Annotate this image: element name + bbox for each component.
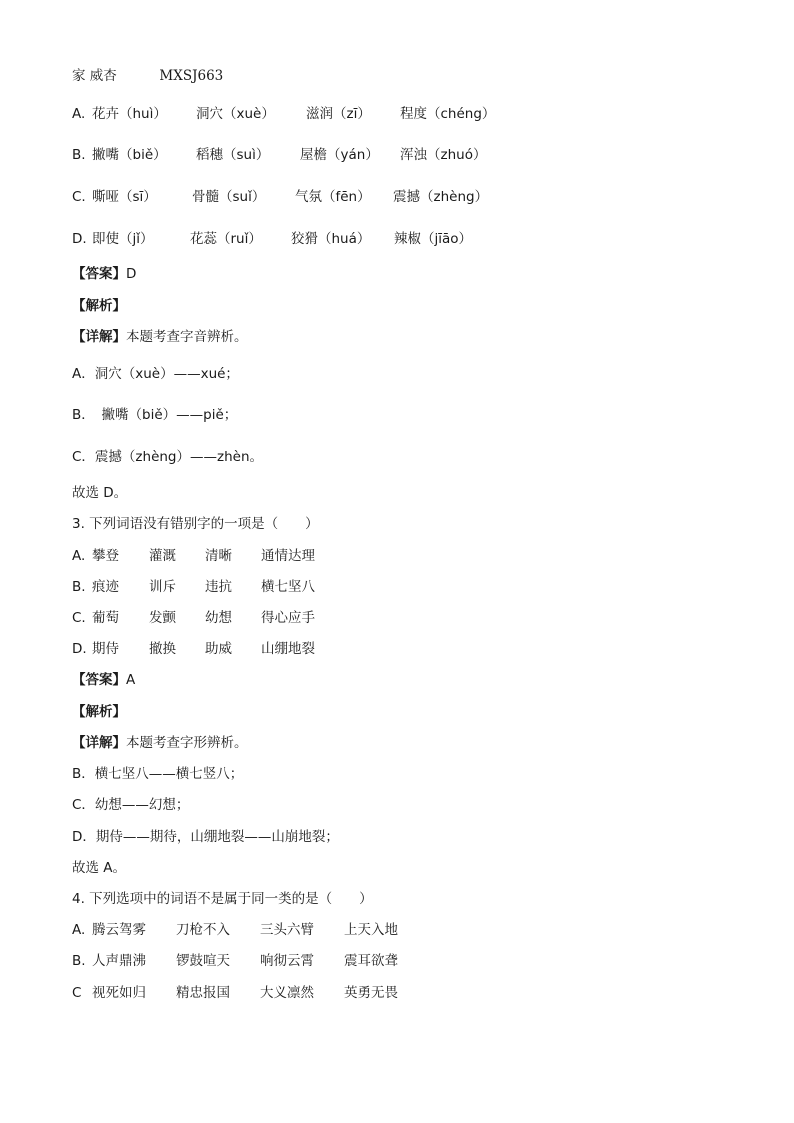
option-item: 发颤	[149, 610, 176, 626]
option-item: 通情达理	[261, 548, 315, 564]
analysis-tag: 【解析】	[72, 298, 126, 314]
option-item: 上天入地	[344, 922, 398, 938]
q3-option-d	[72, 640, 315, 658]
q2-answer	[72, 265, 136, 283]
option-item: 三头六臂	[260, 922, 314, 938]
option-item: 撤换	[149, 641, 176, 657]
option-item: 撇嘴（biě）	[92, 147, 167, 163]
option-item: 训斥	[149, 579, 176, 595]
q2-option-d	[72, 230, 472, 248]
option-label: A.	[72, 922, 86, 938]
q4-option-a	[72, 921, 398, 939]
option-item: 嘶哑（sī）	[92, 189, 157, 205]
option-label: B.	[72, 147, 86, 163]
option-item: 视死如归	[92, 985, 146, 1001]
option-label: D.	[72, 231, 87, 247]
header-left: 家 威杏	[72, 68, 117, 84]
q4-question: 4. 下列选项中的词语不是属于同一类的是（ ）	[72, 891, 373, 907]
option-label: C.	[72, 610, 86, 626]
option-item: 刀枪不入	[176, 922, 230, 938]
q2-option-a	[72, 105, 495, 123]
q2-note-a: A．洞穴（xuè）——xué；	[72, 366, 239, 382]
option-item: 清晰	[205, 548, 232, 564]
q2-analysis-tag	[72, 297, 126, 315]
q2-note-c: C．震撼（zhèng）——zhèn。	[72, 449, 264, 465]
option-item: 骨髓（suǐ）	[192, 189, 266, 205]
option-item: 助威	[205, 641, 232, 657]
option-item: 狡猾（huá）	[291, 231, 371, 247]
option-label: B.	[72, 953, 86, 969]
option-item: 程度（chéng）	[400, 106, 496, 122]
option-label: C.	[72, 189, 86, 205]
q3-question: 3. 下列词语没有错别字的一项是（ ）	[72, 516, 319, 532]
option-item: 精忠报国	[176, 985, 230, 1001]
q3-detail	[72, 734, 248, 752]
answer-tag: 【答案】	[72, 266, 126, 282]
q3-option-b	[72, 578, 315, 596]
option-item: 洞穴（xuè）	[196, 106, 275, 122]
answer-value: A	[126, 672, 136, 688]
option-label: A.	[72, 548, 86, 564]
q3-option-c	[72, 609, 315, 627]
q3-note-d: D．期侍——期待，山绷地裂——山崩地裂；	[72, 829, 339, 845]
option-item: 屋檐（yán）	[300, 147, 379, 163]
option-item: 横七坚八	[261, 579, 315, 595]
option-item: 即使（jǐ）	[92, 231, 154, 247]
analysis-tag: 【解析】	[72, 704, 126, 720]
option-item: 花蕊（ruǐ）	[190, 231, 262, 247]
option-item: 违抗	[205, 579, 232, 595]
q2-option-b	[72, 146, 486, 164]
option-item: 辣椒（jīāo）	[394, 231, 473, 247]
answer-value: D	[126, 266, 137, 282]
detail-text: 本题考查字形辨析。	[126, 735, 248, 751]
answer-tag: 【答案】	[72, 672, 126, 688]
q2-note-b: B． 撇嘴（biě）——piě；	[72, 407, 238, 423]
option-item: 稻穗（suì）	[196, 147, 270, 163]
option-item: 山绷地裂	[261, 641, 315, 657]
option-item: 葡萄	[92, 610, 119, 626]
option-item: 灌溉	[149, 548, 176, 564]
q2-detail	[72, 328, 248, 346]
option-label: B.	[72, 579, 86, 595]
q3-answer	[72, 671, 135, 689]
option-item: 花卉（huì）	[92, 106, 167, 122]
q3-note-b: B．横七坚八——横七竖八；	[72, 766, 244, 782]
option-item: 浑浊（zhuó）	[400, 147, 487, 163]
option-item: 震撼（zhèng）	[393, 189, 489, 205]
q3-conclusion: 故选 A。	[72, 860, 127, 876]
q4-option-c	[72, 984, 398, 1002]
header-line	[72, 67, 223, 85]
detail-text: 本题考查字音辨析。	[126, 329, 248, 345]
option-item: 攀登	[92, 548, 119, 564]
q2-option-c	[72, 188, 488, 206]
option-item: 痕迹	[92, 579, 119, 595]
q3-note-c: C．幼想——幻想；	[72, 797, 190, 813]
option-label: D.	[72, 641, 87, 657]
option-item: 英勇无畏	[344, 985, 398, 1001]
option-item: 震耳欲聋	[344, 953, 398, 969]
option-item: 滋润（zī）	[306, 106, 371, 122]
detail-tag: 【详解】	[72, 735, 126, 751]
detail-tag: 【详解】	[72, 329, 126, 345]
option-label: A.	[72, 106, 86, 122]
option-item: 腾云驾雾	[92, 922, 146, 938]
option-item: 大义凛然	[260, 985, 314, 1001]
option-label: C	[72, 985, 82, 1001]
q4-option-b	[72, 952, 398, 970]
q3-analysis-tag	[72, 703, 126, 721]
option-item: 锣鼓喧天	[176, 953, 230, 969]
option-item: 人声鼎沸	[92, 953, 146, 969]
option-item: 气氛（fēn）	[295, 189, 371, 205]
option-item: 得心应手	[261, 610, 315, 626]
q2-conclusion: 故选 D。	[72, 485, 128, 501]
option-item: 期侍	[92, 641, 119, 657]
header-code: MXSJ663	[159, 68, 224, 84]
q3-option-a	[72, 547, 315, 565]
option-item: 响彻云霄	[260, 953, 314, 969]
option-item: 幼想	[205, 610, 232, 626]
